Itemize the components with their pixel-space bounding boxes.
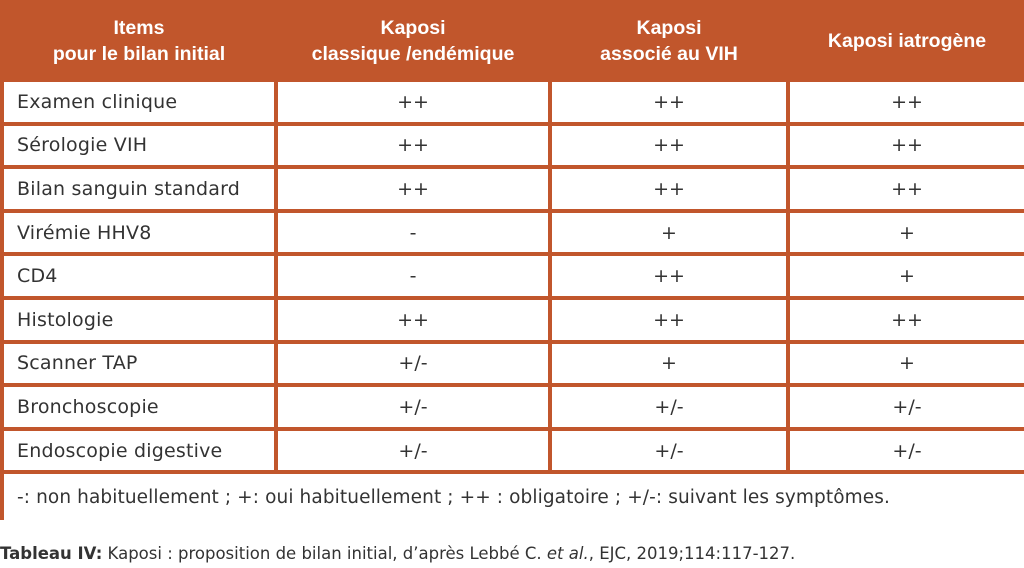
cell-kaposi-vih: + (552, 344, 786, 384)
cell-kaposi-vih: ++ (552, 300, 786, 340)
header-line: associé au VIH (600, 43, 738, 65)
table-row (4, 344, 1024, 384)
row-label: Endoscopie digestive (4, 431, 274, 471)
header-kaposi-vih (552, 4, 786, 78)
cell-kaposi-classique: - (278, 256, 548, 296)
cell-kaposi-vih: +/- (552, 387, 786, 427)
table-legend: -: non habituellement ; +: oui habituellement ; ++ : obligatoire ; +/-: suivant les symptômes. (4, 474, 1024, 521)
table-row (4, 431, 1024, 471)
row-label: Sérologie VIH (4, 126, 274, 166)
caption-label: Tableau IV: (0, 544, 103, 563)
table-caption (0, 544, 795, 563)
cell-kaposi-vih: + (552, 213, 786, 253)
table-legend-row (4, 474, 1024, 521)
header-line: classique /endémique (311, 43, 515, 65)
table-row (4, 256, 1024, 296)
cell-kaposi-classique: +/- (278, 431, 548, 471)
cell-kaposi-classique: ++ (278, 300, 548, 340)
cell-kaposi-iatrogene: + (790, 256, 1024, 296)
cell-kaposi-classique: ++ (278, 126, 548, 166)
table-body (4, 82, 1024, 521)
row-label: Examen clinique (4, 82, 274, 122)
row-label: Virémie HHV8 (4, 213, 274, 253)
cell-kaposi-classique: - (278, 213, 548, 253)
cell-kaposi-vih: +/- (552, 431, 786, 471)
cell-kaposi-classique: ++ (278, 82, 548, 122)
table-header-row (4, 4, 1024, 78)
header-line: pour le bilan initial (52, 43, 226, 65)
table-row (4, 82, 1024, 122)
cell-kaposi-classique: +/- (278, 387, 548, 427)
table-row (4, 126, 1024, 166)
header-line: Kaposi (636, 17, 702, 39)
cell-kaposi-vih: ++ (552, 82, 786, 122)
row-label: Histologie (4, 300, 274, 340)
cell-kaposi-iatrogene: ++ (790, 126, 1024, 166)
table-row (4, 387, 1024, 427)
cell-kaposi-iatrogene: +/- (790, 387, 1024, 427)
caption-italic: et al. (546, 544, 589, 563)
table-row (4, 213, 1024, 253)
row-label: Bilan sanguin standard (4, 169, 274, 209)
cell-kaposi-iatrogene: + (790, 344, 1024, 384)
header-line: Kaposi (380, 17, 446, 39)
cell-kaposi-iatrogene: +/- (790, 431, 1024, 471)
cell-kaposi-iatrogene: ++ (790, 300, 1024, 340)
header-line: Kaposi iatrogène (827, 30, 987, 52)
cell-kaposi-vih: ++ (552, 126, 786, 166)
header-items (4, 4, 274, 78)
row-label: CD4 (4, 256, 274, 296)
cell-kaposi-iatrogene: ++ (790, 82, 1024, 122)
cell-kaposi-iatrogene: + (790, 213, 1024, 253)
cell-kaposi-classique: +/- (278, 344, 548, 384)
table-row (4, 300, 1024, 340)
cell-kaposi-iatrogene: ++ (790, 169, 1024, 209)
cell-kaposi-vih: ++ (552, 256, 786, 296)
cell-kaposi-vih: ++ (552, 169, 786, 209)
row-label: Bronchoscopie (4, 387, 274, 427)
caption-text-end: , EJC, 2019;114:117-127. (588, 544, 796, 563)
row-label: Scanner TAP (4, 344, 274, 384)
header-line: Items (113, 17, 165, 39)
cell-kaposi-classique: ++ (278, 169, 548, 209)
table-row (4, 169, 1024, 209)
header-kaposi-classique (278, 4, 548, 78)
header-kaposi-iatrogene (790, 4, 1024, 78)
caption-text: Kaposi : proposition de bilan initial, d’après Lebbé C. (102, 544, 547, 563)
